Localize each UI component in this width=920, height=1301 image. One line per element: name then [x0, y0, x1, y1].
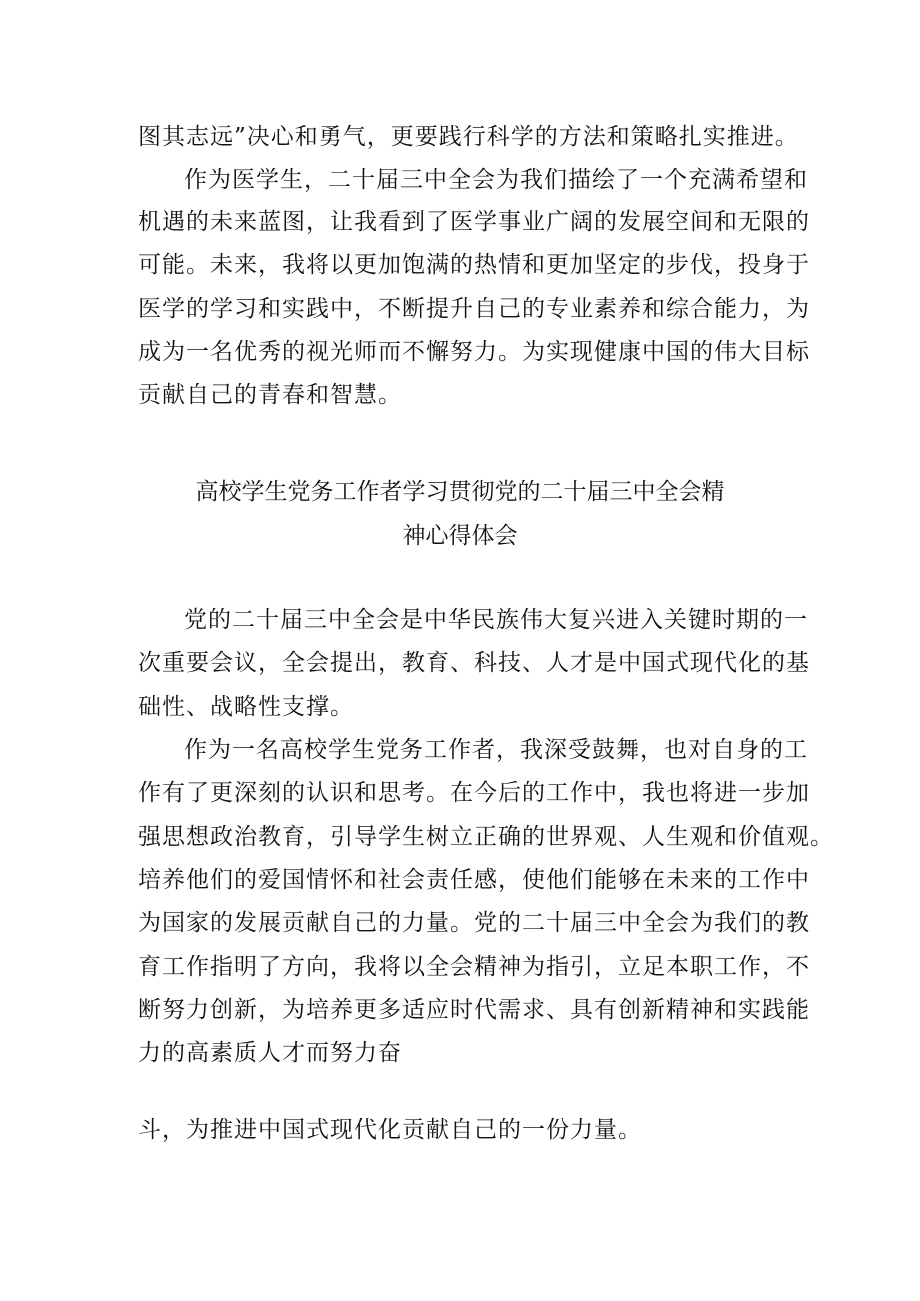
body-text-line: 贡献自己的青春和智慧。 — [138, 382, 402, 408]
body-text-line: 断努力创新，为培养更多适应时代需求、具有创新精神和实践能 — [138, 997, 810, 1023]
body-text-line: 育工作指明了方向，我将以全会精神为指引，立足本职工作，不 — [138, 954, 810, 980]
paragraph-first-line: 作为一名高校学生党务工作者，我深受鼓舞，也对自身的工 — [184, 737, 808, 763]
body-text-line: 作有了更深刻的认识和思考。在今后的工作中，我也将进一步加 — [138, 780, 810, 806]
body-text-line: 力的高素质人才而努力奋 — [138, 1040, 402, 1066]
closing-line: 斗，为推进中国式现代化贡献自己的一份力量。 — [138, 1117, 642, 1143]
body-text-line: 为国家的发展贡献自己的力量。党的二十届三中全会为我们的教 — [138, 910, 810, 936]
body-text-line: 图其志远”决心和勇气，更要践行科学的方法和策略扎实推进。 — [138, 124, 799, 150]
paragraph-first-line: 党的二十届三中全会是中华民族伟大复兴进入关键时期的一 — [184, 607, 808, 633]
body-text-line: 强思想政治教育，引导学生树立正确的世界观、人生观和价值观。 — [138, 824, 834, 850]
body-text-line: 可能。未来，我将以更加饱满的热情和更加坚定的步伐，投身于 — [138, 252, 810, 278]
body-text-line: 医学的学习和实践中，不断提升自己的专业素养和综合能力，为 — [138, 296, 810, 322]
body-text-line: 础性、战略性支撑。 — [138, 694, 354, 720]
body-text-line: 成为一名优秀的视光师而不懈努力。为实现健康中国的伟大目标 — [138, 339, 810, 365]
paragraph-first-line: 作为医学生，二十届三中全会为我们描绘了一个充满希望和 — [184, 167, 808, 193]
body-text-line: 次重要会议，全会提出，教育、科技、人才是中国式现代化的基 — [138, 650, 810, 676]
body-text-line: 培养他们的爱国情怀和社会责任感，使他们能够在未来的工作中 — [138, 867, 810, 893]
article-title-line-1: 高校学生党务工作者学习贯彻党的二十届三中全会精 — [195, 479, 725, 505]
article-title-line-2: 神心得体会 — [402, 523, 518, 549]
body-text-line: 机遇的未来蓝图，让我看到了医学事业广阔的发展空间和无限的 — [138, 209, 810, 235]
